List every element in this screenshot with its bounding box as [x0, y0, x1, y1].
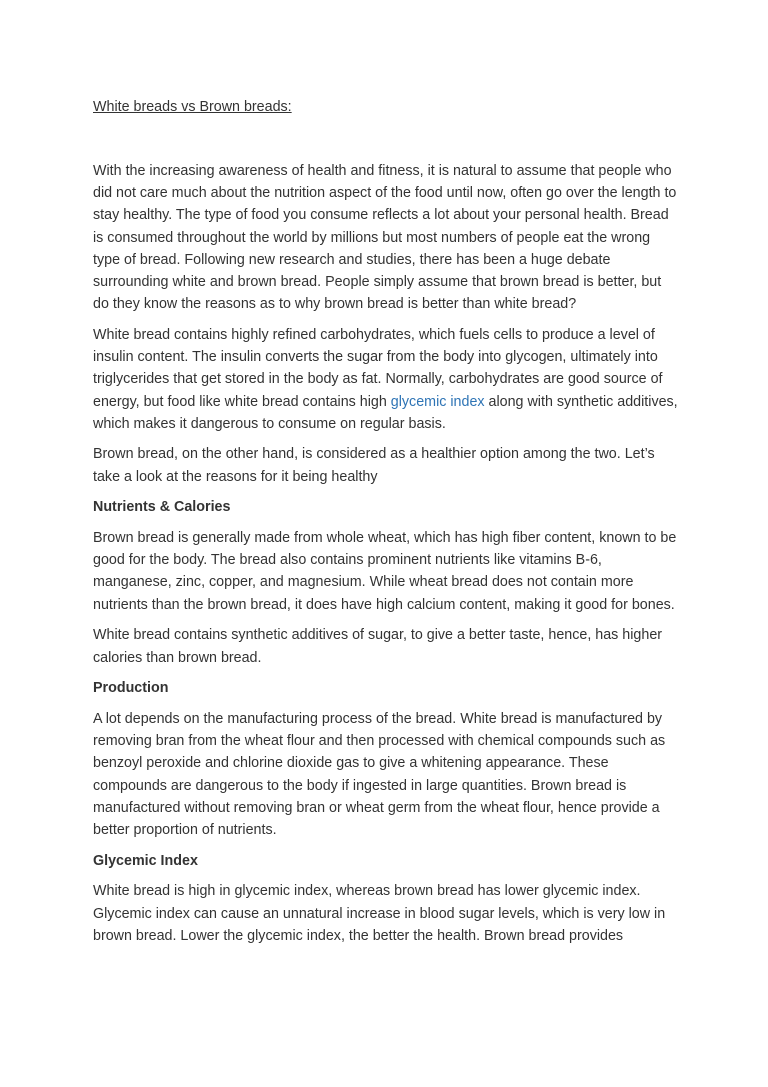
- calories-paragraph: White bread contains synthetic additives of sugar, to give a better taste, hence, has higher calories than brown bread.: [93, 627, 663, 666]
- production-paragraph: A lot depends on the manufacturing process of the bread. White bread is manufactured by removing bran from the wheat flour and then processed with chemical compounds such as benzoyl peroxide and chlorine dioxide gas to give a whitening appearance. These compounds are dangerous to the body if ingested in large quantities. Brown bread is manufactured without removing bran or wheat germ from the wheat flour, hence provide a better proportion of nutrients.: [93, 710, 666, 838]
- intro-paragraph: With the increasing awareness of health and fitness, it is natural to assume that people who did not care much about the nutrition aspect of the food until now, often go over the length to stay healthy. The type of food you consume reflects a lot about your personal health. Bread is consumed throughout the world by millions but most numbers of people eat the wrong type of bread. Following new research and studies, there has been a huge debate surrounding white and brown bread. People simply assume that brown bread is better, but do they know the reasons as to why brown bread is better than white bread?: [93, 163, 677, 313]
- glycemic-index-link[interactable]: glycemic index: [390, 393, 485, 410]
- white-bread-text-end: along with synthetic additives, which makes it dangerous to consume on regular basis.: [93, 393, 678, 432]
- white-bread-paragraph: [93, 324, 678, 444]
- document-title: White breads vs Brown breads:: [93, 99, 292, 115]
- white-bread-text-start: White bread contains highly refined carbohydrates, which fuels cells to produce a level of insulin content. The insulin converts the sugar from the body into glycogen, ultimately into triglycerides that get stored in the body as fat. Normally, carbohydrates are good source of energy, but food like white bread contains high: [93, 326, 663, 410]
- glycemic-paragraph: White bread is high in glycemic index, whereas brown bread has lower glycemic index. Glycemic index can cause an unnatural increase in blood sugar levels, which is very low in brown bread. Lower the glycemic index, the better the health. Brown bread provides: [93, 883, 666, 944]
- brown-bread-paragraph: Brown bread, on the other hand, is considered as a healthier option among the two. Let’s take a look at the reasons for it being healthy: [93, 446, 655, 485]
- production-heading: Production: [93, 680, 169, 697]
- glycemic-heading: Glycemic Index: [93, 852, 198, 869]
- nutrients-paragraph: Brown bread is generally made from whole wheat, which has high fiber content, known to be good for the body. The bread also contains prominent nutrients like vitamins B-6, manganese, zinc, copper, and magnesium. While wheat bread does not contain more nutrients than the brown bread, it does have high calcium content, making it good for bones.: [93, 530, 677, 613]
- document-body: [93, 160, 678, 956]
- nutrients-heading: Nutrients & Calories: [93, 499, 231, 516]
